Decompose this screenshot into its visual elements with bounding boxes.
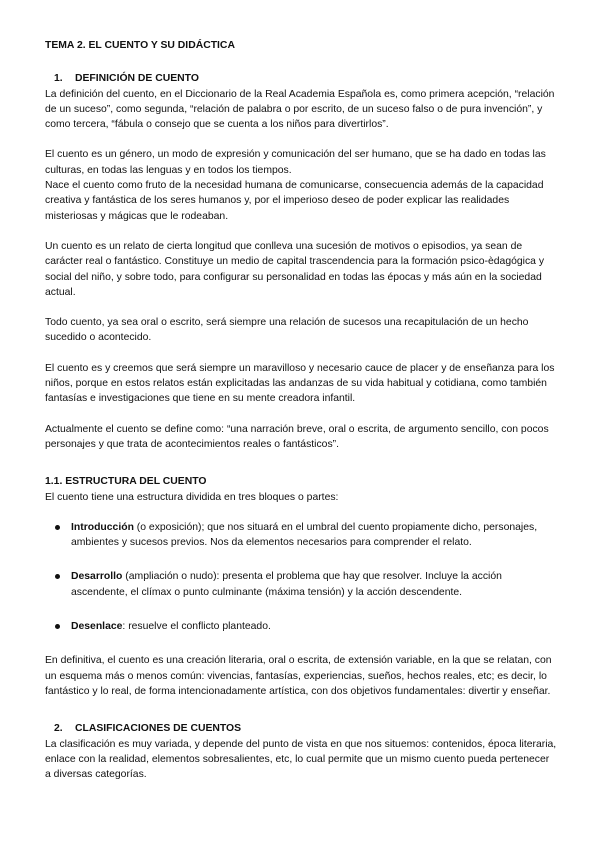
section-1-1-heading: 1.1. ESTRUCTURA DEL CUENTO bbox=[45, 476, 207, 488]
section-1-number: 1. bbox=[54, 73, 63, 85]
paragraph-origin: Nace el cuento como fruto de la necesidad humana de comunicarse, consecuencia además de la capacidad creativa y fantástica de los seres humanos y, por el imperioso deseo de poder explicar las realidades misteriosas y mágicas que le rodeaban. bbox=[45, 180, 544, 222]
bullet-icon bbox=[55, 574, 60, 579]
part-text: : resuelve el conflicto planteado. bbox=[122, 621, 271, 633]
list-item bbox=[45, 569, 557, 600]
paragraph-genre: El cuento es un género, un modo de expresión y comunicación del ser humano, que se ha dado en todas las culturas, en todas las lenguas y en todos los tiempos. bbox=[45, 149, 546, 176]
section-2-number: 2. bbox=[54, 723, 63, 735]
section-2-title: CLASIFICACIONES DE CUENTOS bbox=[75, 723, 242, 735]
paragraph-relato: Un cuento es un relato de cierta longitud que conlleva una sucesión de motivos o episodios, ya sean de carácter real o fantástico. Constituye un medio de capital trascendencia para la formación psico-èdagógica y social del niño, y sobre todo, para configurar su personalidad en todas las épocas y más aún en la sociedad actual. bbox=[45, 240, 545, 298]
structure-intro: El cuento tiene una estructura dividida en tres bloques o partes: bbox=[45, 491, 339, 503]
document-title: TEMA 2. EL CUENTO Y SU DIDÁCTICA bbox=[45, 40, 235, 51]
paragraph-sucesos: Todo cuento, ya sea oral o escrito, será siempre una relación de sucesos una recapitulación de un hecho sucedido o acontecido. bbox=[45, 317, 529, 344]
section-1-heading bbox=[45, 71, 557, 86]
part-term: Introducción bbox=[71, 521, 134, 533]
structure-list bbox=[45, 520, 557, 634]
paragraph-conclusion: En definitiva, el cuento es una creación literaria, oral o escrita, de extensión variable, en la que se relatan, con un esquema más o menos común: vivencias, fantasías, experiencias, sueños, hechos reales, etc; es decir, lo fantástico y lo real, de forma intencionadamente artística, con dos objetivos fundamentales: divertir y enseñar. bbox=[45, 655, 552, 697]
list-item bbox=[45, 520, 557, 551]
list-item bbox=[45, 619, 557, 634]
part-term: Desarrollo bbox=[71, 571, 123, 583]
part-text: (ampliación o nudo): presenta el problema que hay que resolver. Incluye la acción ascendente, el clímax o punto culminante (máxima tensión) y la acción descendente. bbox=[71, 571, 502, 598]
bullet-icon bbox=[55, 525, 60, 530]
paragraph-classification: La clasificación es muy variada, y depende del punto de vista en que nos situemos: contenidos, época literaria, enlace con la realidad, elementos sobresalientes, etc, lo cual permite que un mismo cuento pueda pertenecer a diversas categorías. bbox=[45, 738, 557, 781]
part-text: (o exposición); que nos situará en el umbral del cuento propiamente dicho, personajes, ambientes y sucesos previos. Nos da elementos necesarios para comprender el relato. bbox=[71, 521, 538, 549]
section-2-heading bbox=[45, 721, 557, 736]
paragraph-definition: La definición del cuento, en el Diccionario de la Real Academia Española es, como primera acepción, “relación de un suceso”, como segunda, “relación de palabra o por escrito, de un suceso falso o de pura invención”, y como tercera, “fábula o consejo que se cuenta a los niños para divertirlos”. bbox=[45, 88, 555, 131]
section-1-title: DEFINICIÓN DE CUENTO bbox=[75, 73, 199, 85]
document-page bbox=[45, 38, 557, 782]
paragraph-cauce: El cuento es y creemos que será siempre un maravilloso y necesario cauce de placer y de enseñanza para los niños, porque en estos relatos están explicitadas las andanzas de su vida habitual y cotidiana, como también fantasías e investigaciones que tiene en su mente creadora infantil. bbox=[45, 362, 555, 405]
part-term: Desenlace bbox=[71, 621, 123, 633]
bullet-icon bbox=[55, 624, 60, 629]
paragraph-actual-definition: Actualmente el cuento se define como: “una narración breve, oral o escrita, de argumento sencillo, con pocos personajes y que trata de acontecimientos reales o fantásticos”. bbox=[45, 423, 549, 450]
